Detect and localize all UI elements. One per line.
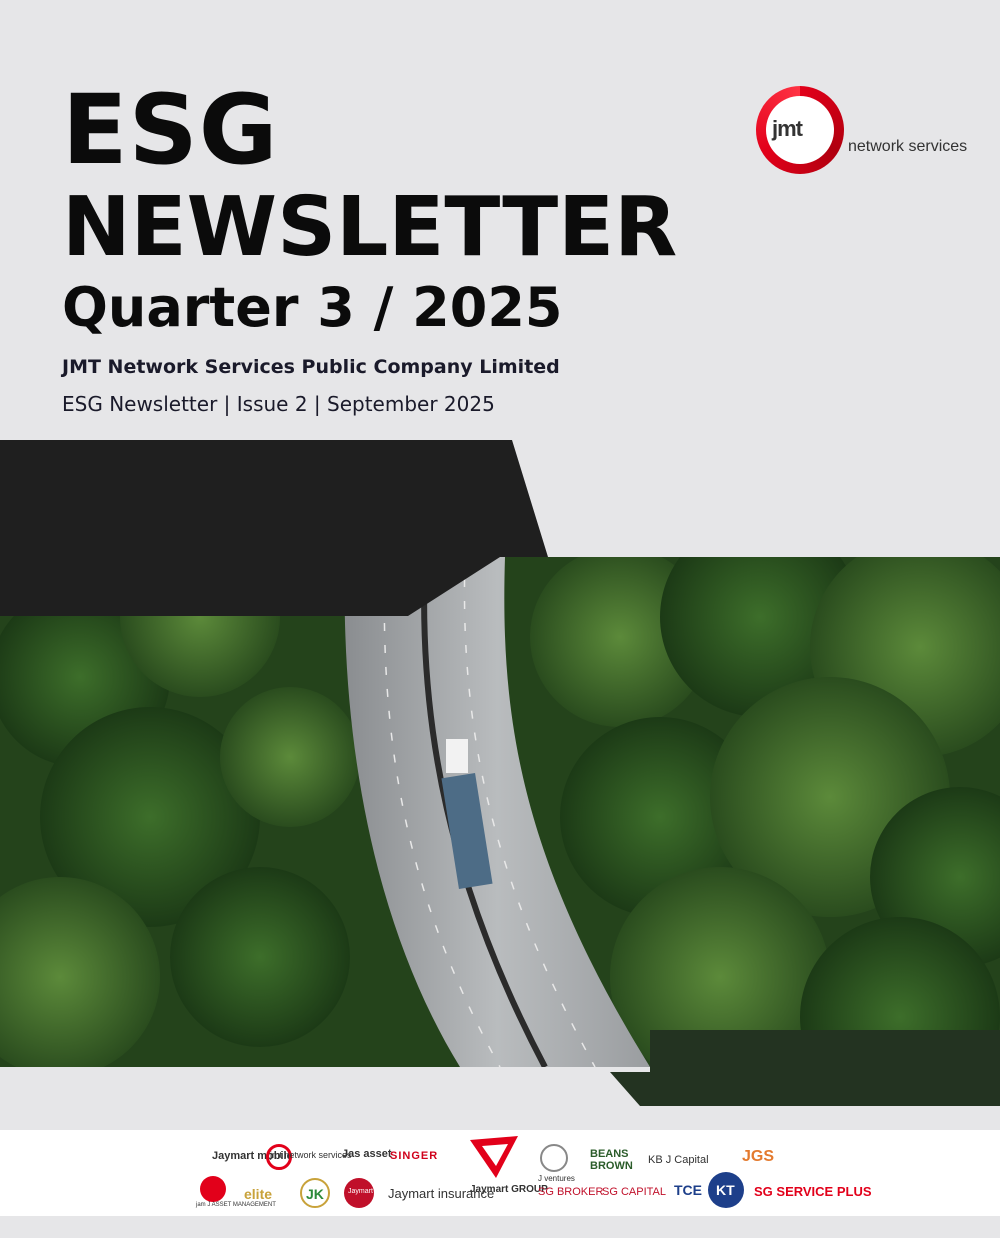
brand-sg-broker: SG BROKER [538,1186,604,1198]
brand-sg-service-plus: SG SERVICE PLUS [754,1184,872,1199]
brand-elite: elite [244,1186,273,1202]
logo-text: network services [848,138,968,155]
brand-singer: SINGER [390,1150,439,1162]
green-band [600,1030,1000,1106]
jventures-icon [540,1144,568,1172]
company-name: JMT Network Services Public Company Limited [62,356,560,378]
brand-jaymart-insurance: Jaymart insurance [388,1186,495,1201]
jmt-logo [756,86,976,176]
brand-sg-capital: SG CAPITAL [602,1186,666,1198]
title-newsletter: NEWSLETTER [62,180,678,275]
title-esg: ESG [62,74,279,186]
jaymart-group-icon [470,1136,520,1180]
brand-jmt: jmt network services [270,1150,352,1160]
brand-tce: TCE [674,1182,702,1198]
brand-footer [0,1130,1000,1216]
dark-band [0,440,1000,620]
brand-jgs: JGS [742,1148,775,1165]
brand-jasasset: Jas asset [342,1148,392,1160]
issue-line: ESG Newsletter | Issue 2 | September 2025 [62,392,495,416]
logo-mark: jmt [772,116,802,141]
brand-jam: jam J ASSET MANAGEMENT [196,1202,276,1208]
title-quarter: Quarter 3 / 2025 [62,276,563,339]
brand-jaymart: Jaymart [348,1188,373,1195]
brand-jk: JK [306,1186,324,1202]
brand-jaymart-mobile: Jaymart mobile [212,1150,293,1162]
brand-kbj-capital: KB J Capital [648,1154,709,1166]
cover-photo [0,557,1000,1067]
brand-beans-brown: BEANS BROWN [590,1148,633,1172]
brand-jaymart-group: Jaymart GROUP [470,1184,548,1195]
jam-icon [200,1176,226,1202]
footer-bottom-strip [0,1216,1000,1238]
brand-jventures: J ventures [538,1174,575,1183]
brand-kt: KT [716,1182,735,1198]
